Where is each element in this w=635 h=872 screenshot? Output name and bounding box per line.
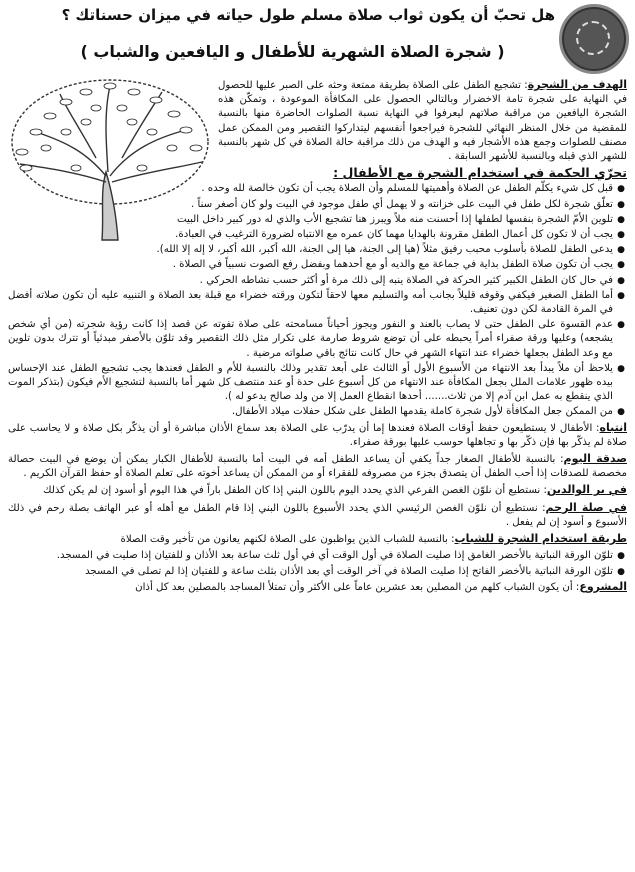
wisdom-list (8, 182, 627, 419)
goal-text: : تشجيع الطفل على الصلاة بطريقة ممتعة وحثه على الصبر عليها للحصول في النهاية على شجرة تامة الاخضرار وبالتالي الحصول على المكافأة الموعودة ، وتمكّن هذه الشجرة اليافعين من مراقبة صلاتهم ليعرفوا في النهاية نسبة الصلوات الحاضرة منها بالنسبة للمقضية من خلال المنظر النهائي للشجرة فيراجعوا أنفسهم ليتداركوا التقصير ومن الممكن عمل مصنف للصلوات وجمع هذه الأشجار فيه و الهدف من ذلك مراقبة حالة الصلاة في كل شهر بالنسبة للشهر الذي قبله وبالنسبة للأشهر السابقة . (218, 80, 627, 163)
list-item: ● عدم القسوة على الطفل حتى لا يصاب بالعند و النفور ويجوز أحياناً مسامحته على صلاة تفوته عن قصد إذا كانت رؤية شجرته (من أي شخص يشجعه) وعليها ورقة صفراء أمراً يحبطه على أن توضع شروط صارمة على تكرار مثل ذلك التقصير وقد تلوّن بالأصفر مبدئياً أو تترك بدون تلوين مع وعد الطفل بجعلها خضراء عند انتهاء الشهر في حال كانت نتائج باقي صلواته مرضية . (8, 318, 613, 361)
list-item: ● يدعى الطفل للصلاة بأسلوب محبب رفيق مثلاً (هيا إلى الجنة، هيا إلى الجنة، الله أكبر، الله أكبر، لا إله إلا الله). (8, 243, 613, 257)
note-label: في صلة الرحم (545, 500, 627, 514)
list-item: ● أما الطفل الصغير فيكفي وقوفه قليلاً بجانب أمه والتسليم معها لاحقاً لتكون ورقته خضراء مع قبلة بعد الصلاة و التنبيه عليه أن تكون صلاته أفضل في المرة القادمة لكن دون تعنيف. (8, 289, 613, 317)
note-text: : بالنسبة للأطفال الصغار جداً يكفي أن يساعد الطفل أمه في البيت أما بالنسبة للأطفال الكبار يمكن أن يوضع في البيت حصالة مخصصة للصدقات إذا أحب الطفل أن يتصدق بجزء من مصروفه للفقراء أو من الممكن أن يساعد أخوته على تعلم الصلاة أو حفظ القرآن الكريم . (8, 454, 627, 480)
note-kinship (8, 501, 627, 530)
list-item: ● تلوّن الورقة النباتية بالأخضر الغامق إذا صليت الصلاة في أول الوقت أي في أول ثلث ساعة بعد الأذان و للفتيان إذا صليت في المسجد. (8, 549, 613, 563)
youth-text: : بالنسبة للشباب الذين يواظبون على الصلاة لكنهم يعانون من تأخير وقت الصلاة (120, 534, 455, 546)
wisdom-heading: تحرّي الحكمة في استخدام الشجرة مع الأطفال : (333, 165, 627, 181)
note-label: صدقة اليوم (563, 452, 627, 466)
note-label: انتباه (599, 420, 627, 434)
project-label: المشروع (579, 579, 627, 593)
goal-label: الهدف من الشجرة (527, 78, 627, 91)
project-paragraph (8, 580, 627, 595)
note-label: في بر الوالدين (546, 483, 627, 497)
list-item: ● يلاحظ أن ملاً يبدأ بعد الانتهاء من الأسبوع الأول أو الثالث على أبعد تقدير وذلك بالنسبة للأم و الطفل فعندها يجب تشجيع الطفل عند الإحساس بيده ظهور علامات الملل بجعل المكافأة عند الانتهاء من كل أسبوع على حدة أو عند منتصف كل شهر أما بالنسبة لتشجيع الأم فيكون (بتذكر الموت الذي ينقطع به عمل ابن آدم إلا من ثلاث....... أحدها انقطاع العمل إلا من ولد صالح يدعو له ). (8, 362, 613, 405)
document-body (8, 78, 627, 597)
list-item: ● من الممكن جعل المكافأة لأول شجرة كاملة يقدمها الطفل على شكل حفلات ميلاد الأطفال. (8, 405, 613, 419)
note-text: : نستطيع أن نلوّن الغصن الفرعي الذي يحدد اليوم باللون البني إذا كان الطفل باراً في هذا اليوم أو أسود إن لم يكن كذلك (43, 485, 547, 497)
header-question: هل تحبّ أن يكون ثواب صلاة مسلم طول حياته في ميزان حسناتك ؟ (61, 6, 555, 24)
list-item: ● يجب أن لا تكون كل أعمال الطفل مقرونة بالهدايا مهما كان عمره مع الانتباه لضرورة الترغيب في العبادة. (8, 228, 613, 242)
list-item: ● قبل كل شيء يكلّم الطفل عن الصلاة وأهميتها للمسلم وأن الصلاة يجب أن تكون خالصة لله وحده . (8, 182, 613, 196)
youth-paragraph (8, 532, 627, 547)
note-charity (8, 452, 627, 481)
note-parents (8, 483, 627, 498)
goal-paragraph (218, 78, 627, 164)
project-text: : أن يكون الشباب كلهم من المصلين بعد عشرين عاماً على الأكثر وأن تمتلأ المساجد بالمصلين بعد كل أذان (135, 581, 580, 593)
note-attention (8, 421, 627, 450)
list-item: ● تلوين الأمّ الشجرة بنفسها لطفلها إذا أحسنت منه ملاً ويبرز هنا تشجيع الأب والذي له دور كبير داخل البيت (8, 213, 613, 227)
youth-label: طريقة استخدام الشجرة للشباب (454, 532, 627, 546)
page-title: ( شجرة الصلاة الشهرية للأطفال و اليافعين والشباب ) (80, 42, 505, 61)
youth-list (8, 549, 627, 578)
list-item: ● يجب أن تكون صلاة الطفل بداية في جماعة مع والديه أو مع أحدهما وبفضل رفع الصوت نسبياً في الصلاة . (8, 258, 613, 272)
note-text: : نستطيع أن نلوّن الغصن الرئيسي الذي يحدد الأسبوع باللون البني إذا قام الطفل مع أهله أو عبر الهاتف بصلة رحم في ذلك الأسبوع و أسود إن لم يفعل . (8, 502, 627, 528)
list-item: ● تعلّق شجرة لكل طفل في البيت على خزانته و لا يهمل أي طفل موجود في البيت ولو كان أصغر سناً . (8, 198, 613, 212)
note-text: : الأطفال لا يستطيعون حفظ أوقات الصلاة فعندها إما أن يدرّب على الصلاة بعد سماع الأذان مباشرة أو أن يذكّر بكل صلاة و لا يحاسب على صلاة لم يذكّر بها فإن ذكّر بها و تجاهلها حوسب عليها بورقة صفراء. (8, 422, 627, 448)
list-item: ● تلوّن الورقة النباتية بالأخضر الفاتح إذا صليت الصلاة في آخر الوقت أي بعد الأذان بثلث ساعة و للفتيان إذا لم تصلى في المسجد (8, 565, 613, 579)
organization-seal-logo (559, 4, 629, 74)
list-item: ● في حال كان الطفل الكبير كثير الحركة في الصلاة ينبه إلى ذلك مرة أو أكثر حسب نشاطه الحركي . (8, 274, 613, 288)
